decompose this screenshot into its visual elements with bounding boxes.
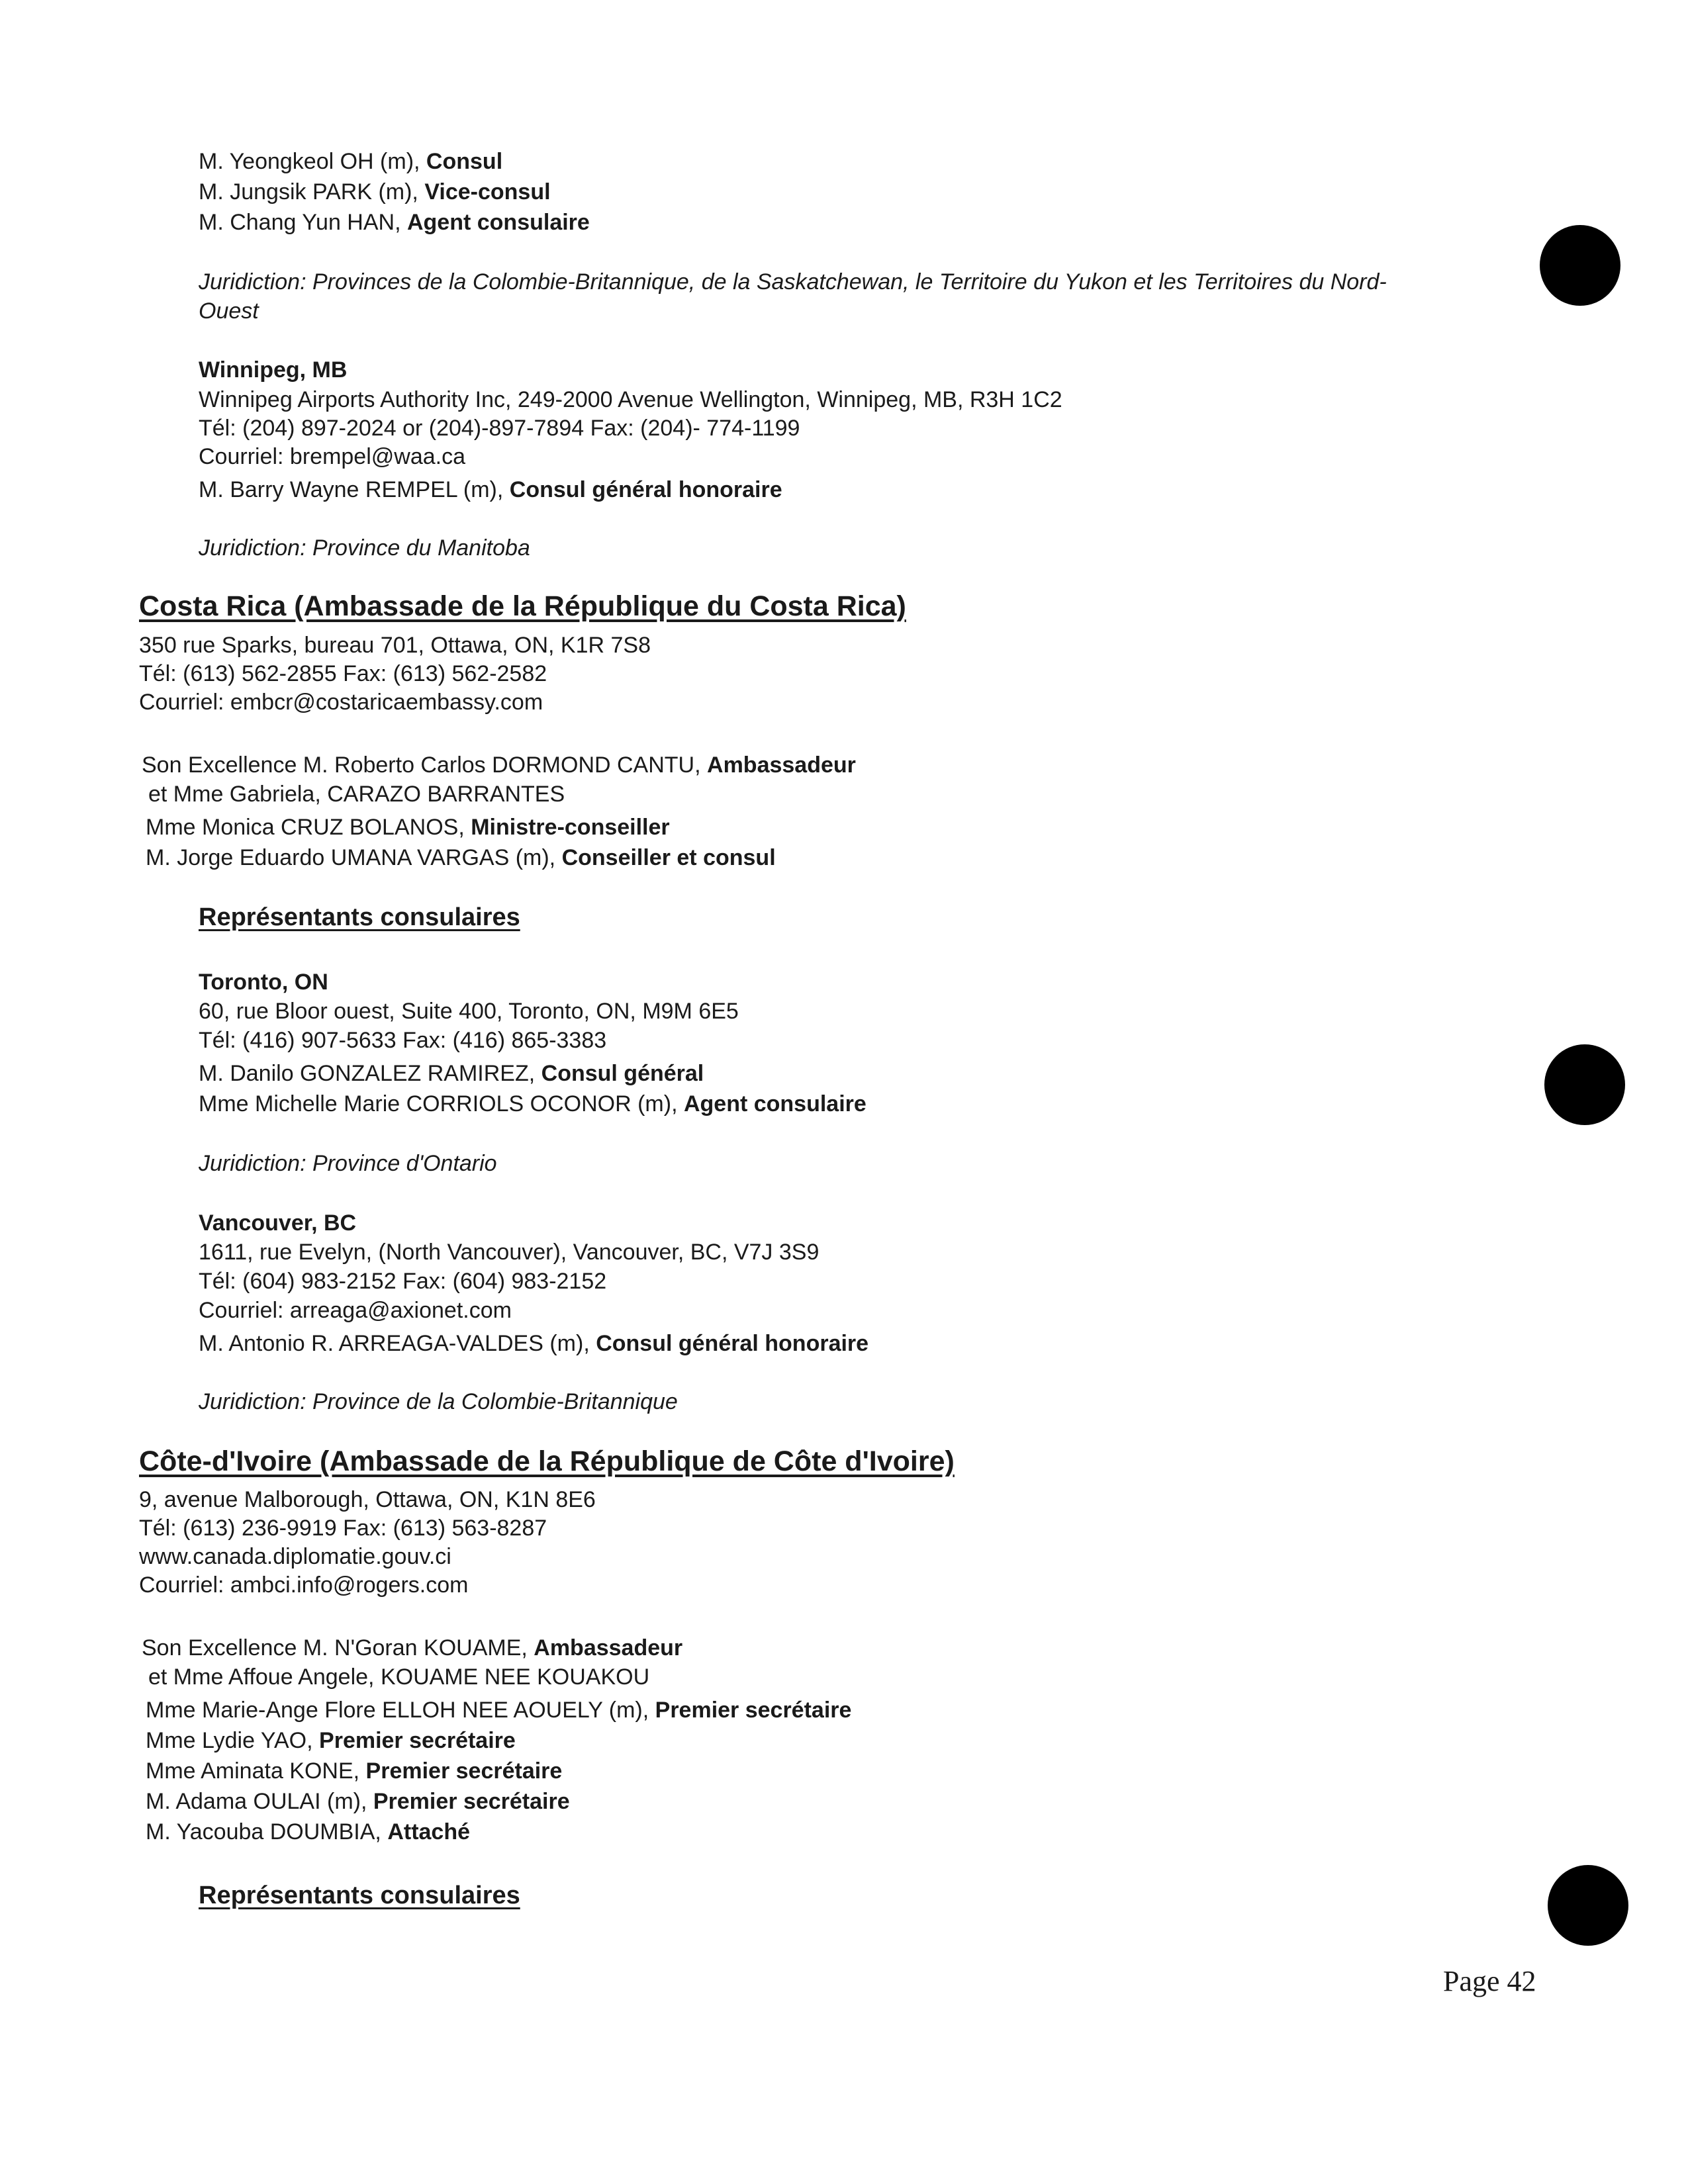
city-heading: Toronto, ON xyxy=(199,970,328,995)
email: Courriel: ambci.info@rogers.com xyxy=(139,1572,469,1598)
phone-fax: Tél: (204) 897-2024 or (204)-897-7894 Fax: (204)- 774-1199 xyxy=(199,416,800,441)
official-entry: Mme Aminata KONE, Premier secrétaire xyxy=(146,1758,563,1784)
official-entry: M. Yacouba DOUMBIA, Attaché xyxy=(146,1819,471,1844)
official-entry: M. Jorge Eduardo UMANA VARGAS (m), Conseiller et consul xyxy=(146,845,776,870)
email: Courriel: embcr@costaricaembassy.com xyxy=(139,690,543,715)
city-heading: Vancouver, BC xyxy=(199,1210,357,1236)
address: 9, avenue Malborough, Ottawa, ON, K1N 8E6 xyxy=(139,1487,596,1512)
official-entry: M. Barry Wayne REMPEL (m), Consul général honoraire xyxy=(199,477,782,502)
official-entry: M. Jungsik PARK (m), Vice-consul xyxy=(199,179,551,205)
page-number: Page 42 xyxy=(1443,1965,1536,1997)
consular-heading: Représentants consulaires xyxy=(199,1882,520,1909)
official-entry: M. Danilo GONZALEZ RAMIREZ, Consul général xyxy=(199,1061,704,1086)
address: 60, rue Bloor ouest, Suite 400, Toronto, ON, M9M 6E5 xyxy=(199,999,739,1024)
jurisdiction-text: Juridiction: Province d'Ontario xyxy=(199,1151,497,1176)
jurisdiction-text-cont: Ouest xyxy=(199,298,259,324)
official-entry: M. Chang Yun HAN, Agent consulaire xyxy=(199,210,590,235)
punch-hole xyxy=(1540,225,1620,306)
phone-fax: Tél: (613) 562-2855 Fax: (613) 562-2582 xyxy=(139,661,547,686)
official-entry: Mme Michelle Marie CORRIOLS OCONOR (m), Agent consulaire xyxy=(199,1091,867,1116)
city-heading: Winnipeg, MB xyxy=(199,357,348,383)
official-entry: M. Adama OULAI (m), Premier secrétaire xyxy=(146,1789,570,1814)
email: Courriel: arreaga@axionet.com xyxy=(199,1298,512,1323)
punch-hole xyxy=(1544,1044,1625,1125)
website: www.canada.diplomatie.gouv.ci xyxy=(139,1544,451,1569)
jurisdiction-text: Juridiction: Province de la Colombie-Britannique xyxy=(199,1389,678,1414)
phone-fax: Tél: (416) 907-5633 Fax: (416) 865-3383 xyxy=(199,1028,607,1053)
address: Winnipeg Airports Authority Inc, 249-2000 Avenue Wellington, Winnipeg, MB, R3H 1C2 xyxy=(199,387,1062,412)
official-entry: Mme Monica CRUZ BOLANOS, Ministre-conseiller xyxy=(146,815,670,840)
address: 350 rue Sparks, bureau 701, Ottawa, ON, K1R 7S8 xyxy=(139,633,651,658)
punch-hole xyxy=(1548,1865,1628,1946)
embassy-heading: Côte-d'Ivoire (Ambassade de la République de Côte d'Ivoire) xyxy=(139,1445,955,1477)
ambassador-entry: Son Excellence M. Roberto Carlos DORMOND CANTU, Ambassadeur xyxy=(142,752,856,778)
phone-fax: Tél: (604) 983-2152 Fax: (604) 983-2152 xyxy=(199,1269,607,1294)
official-entry: Mme Marie-Ange Flore ELLOH NEE AOUELY (m), Premier secrétaire xyxy=(146,1698,852,1723)
ambassador-entry: Son Excellence M. N'Goran KOUAME, Ambassadeur xyxy=(142,1635,683,1661)
phone-fax: Tél: (613) 236-9919 Fax: (613) 563-8287 xyxy=(139,1516,547,1541)
official-entry: M. Yeongkeol OH (m), Consul xyxy=(199,149,503,174)
jurisdiction-text: Juridiction: Provinces de la Colombie-Britannique, de la Saskatchewan, le Territoire du Yukon et les Territoires du Nord- xyxy=(199,269,1387,295)
email: Courriel: brempel@waa.ca xyxy=(199,444,466,469)
official-entry: M. Antonio R. ARREAGA-VALDES (m), Consul général honoraire xyxy=(199,1331,869,1356)
official-entry: Mme Lydie YAO, Premier secrétaire xyxy=(146,1728,516,1753)
spouse-entry: et Mme Gabriela, CARAZO BARRANTES xyxy=(148,782,565,807)
jurisdiction-text: Juridiction: Province du Manitoba xyxy=(199,535,530,561)
spouse-entry: et Mme Affoue Angele, KOUAME NEE KOUAKOU xyxy=(148,1664,650,1690)
consular-heading: Représentants consulaires xyxy=(199,903,520,931)
embassy-heading: Costa Rica (Ambassade de la République du Costa Rica) xyxy=(139,590,906,622)
address: 1611, rue Evelyn, (North Vancouver), Vancouver, BC, V7J 3S9 xyxy=(199,1240,820,1265)
